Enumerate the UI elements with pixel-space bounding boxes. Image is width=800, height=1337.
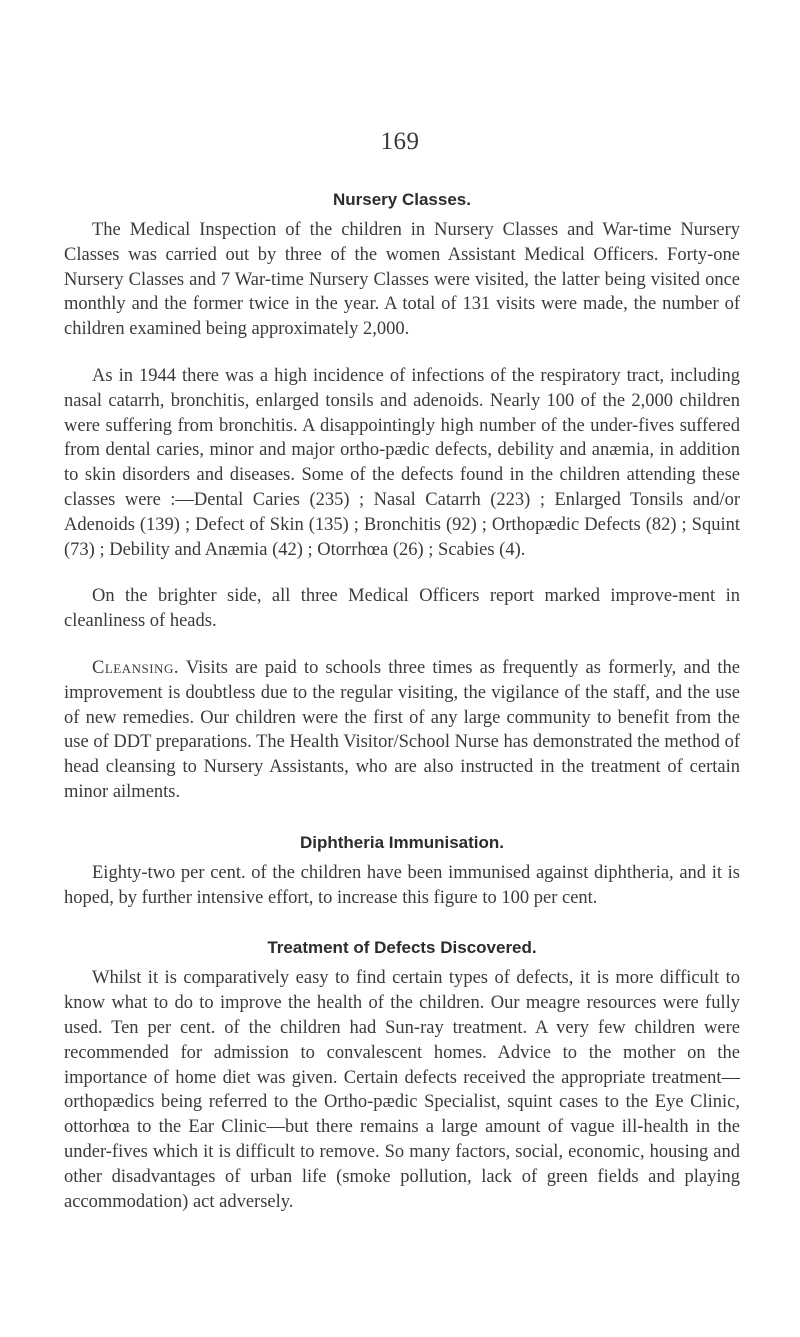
paragraph-nursery-inspection: The Medical Inspection of the children in Nursery Classes and War-time Nursery Classes was carried out by three of the women Assistant Medical Officers. Forty-one Nursery Classes and 7 War-time Nursery Classes were visited, the latter being visited once monthly and the former twice in the year. A total of 131 visits were made, the number of children examined being approximately 2,000.	[64, 220, 740, 340]
page-content	[64, 190, 740, 1214]
paragraph-respiratory-incidence: As in 1944 there was a high incidence of infections of the respiratory tract, including nasal catarrh, bronchitis, enlarged tonsils and adenoids. Nearly 100 of the 2,000 children were suffering from bronchitis. A disappointingly high number of the under-fives suffered from dental caries, minor and major ortho-pædic defects, debility and anæmia, in addition to skin disorders and diseases. Some of the defects found in the children attending these classes were :—Dental Caries (235) ; Nasal Catarrh (223) ; Enlarged Tonsils and/or Adenoids (139) ; Defect of Skin (135) ; Bronchitis (92) ; Orthopædic Defects (82) ; Squint (73) ; Debility and Anæmia (42) ; Otorrhœa (26) ; Scabies (4).	[64, 365, 740, 560]
section-heading-treatment: Treatment of Defects Discovered.	[267, 938, 537, 958]
paragraph-diphtheria: Eighty-two per cent. of the children have been immunised against diphtheria, and it is hoped, by further intensive effort, to increase this figure to 100 per cent.	[64, 862, 740, 908]
page-number: 169	[380, 128, 420, 155]
paragraph-cleanliness: On the brighter side, all three Medical Officers report marked improve-ment in cleanliness of heads.	[64, 586, 740, 632]
cleansing-lead: Cleansing.	[92, 657, 179, 678]
paragraph-cleansing	[64, 656, 740, 805]
paragraph-treatment: Whilst it is comparatively easy to find certain types of defects, it is more difficult to know what to do to improve the health of the children. Our meagre resources were fully used. Ten per cent. of the children had Sun-ray treatment. A very few children were recommended for admission to convalescent homes. Advice to the mother on the importance of home diet was given. Certain defects received the appropriate treatment—orthopædics being referred to the Ortho-pædic Specialist, squint cases to the Eye Clinic, ottorhœa to the Ear Clinic—but there remains a large amount of vague ill-health in the under-fives which it is difficult to remove. So many factors, social, economic, housing and other disadvantages of urban life (smoke pollution, lack of green fields and playing accommodation) act adversely.	[64, 968, 740, 1212]
section-heading-diphtheria: Diphtheria Immunisation.	[299, 832, 505, 852]
section-heading-nursery-classes: Nursery Classes.	[333, 190, 471, 209]
cleansing-body: Visits are paid to schools three times as frequently as formerly, and the improvement is doubtless due to the regular visiting, the vigilance of the staff, and the use of new remedies. Our children were the first of any large community to benefit from the use of DDT preparations. The Health Visitor/School Nurse has demonstrated the method of head cleansing to Nursery Assistants, who are also instructed in the treatment of certain minor ailments.	[64, 657, 740, 802]
